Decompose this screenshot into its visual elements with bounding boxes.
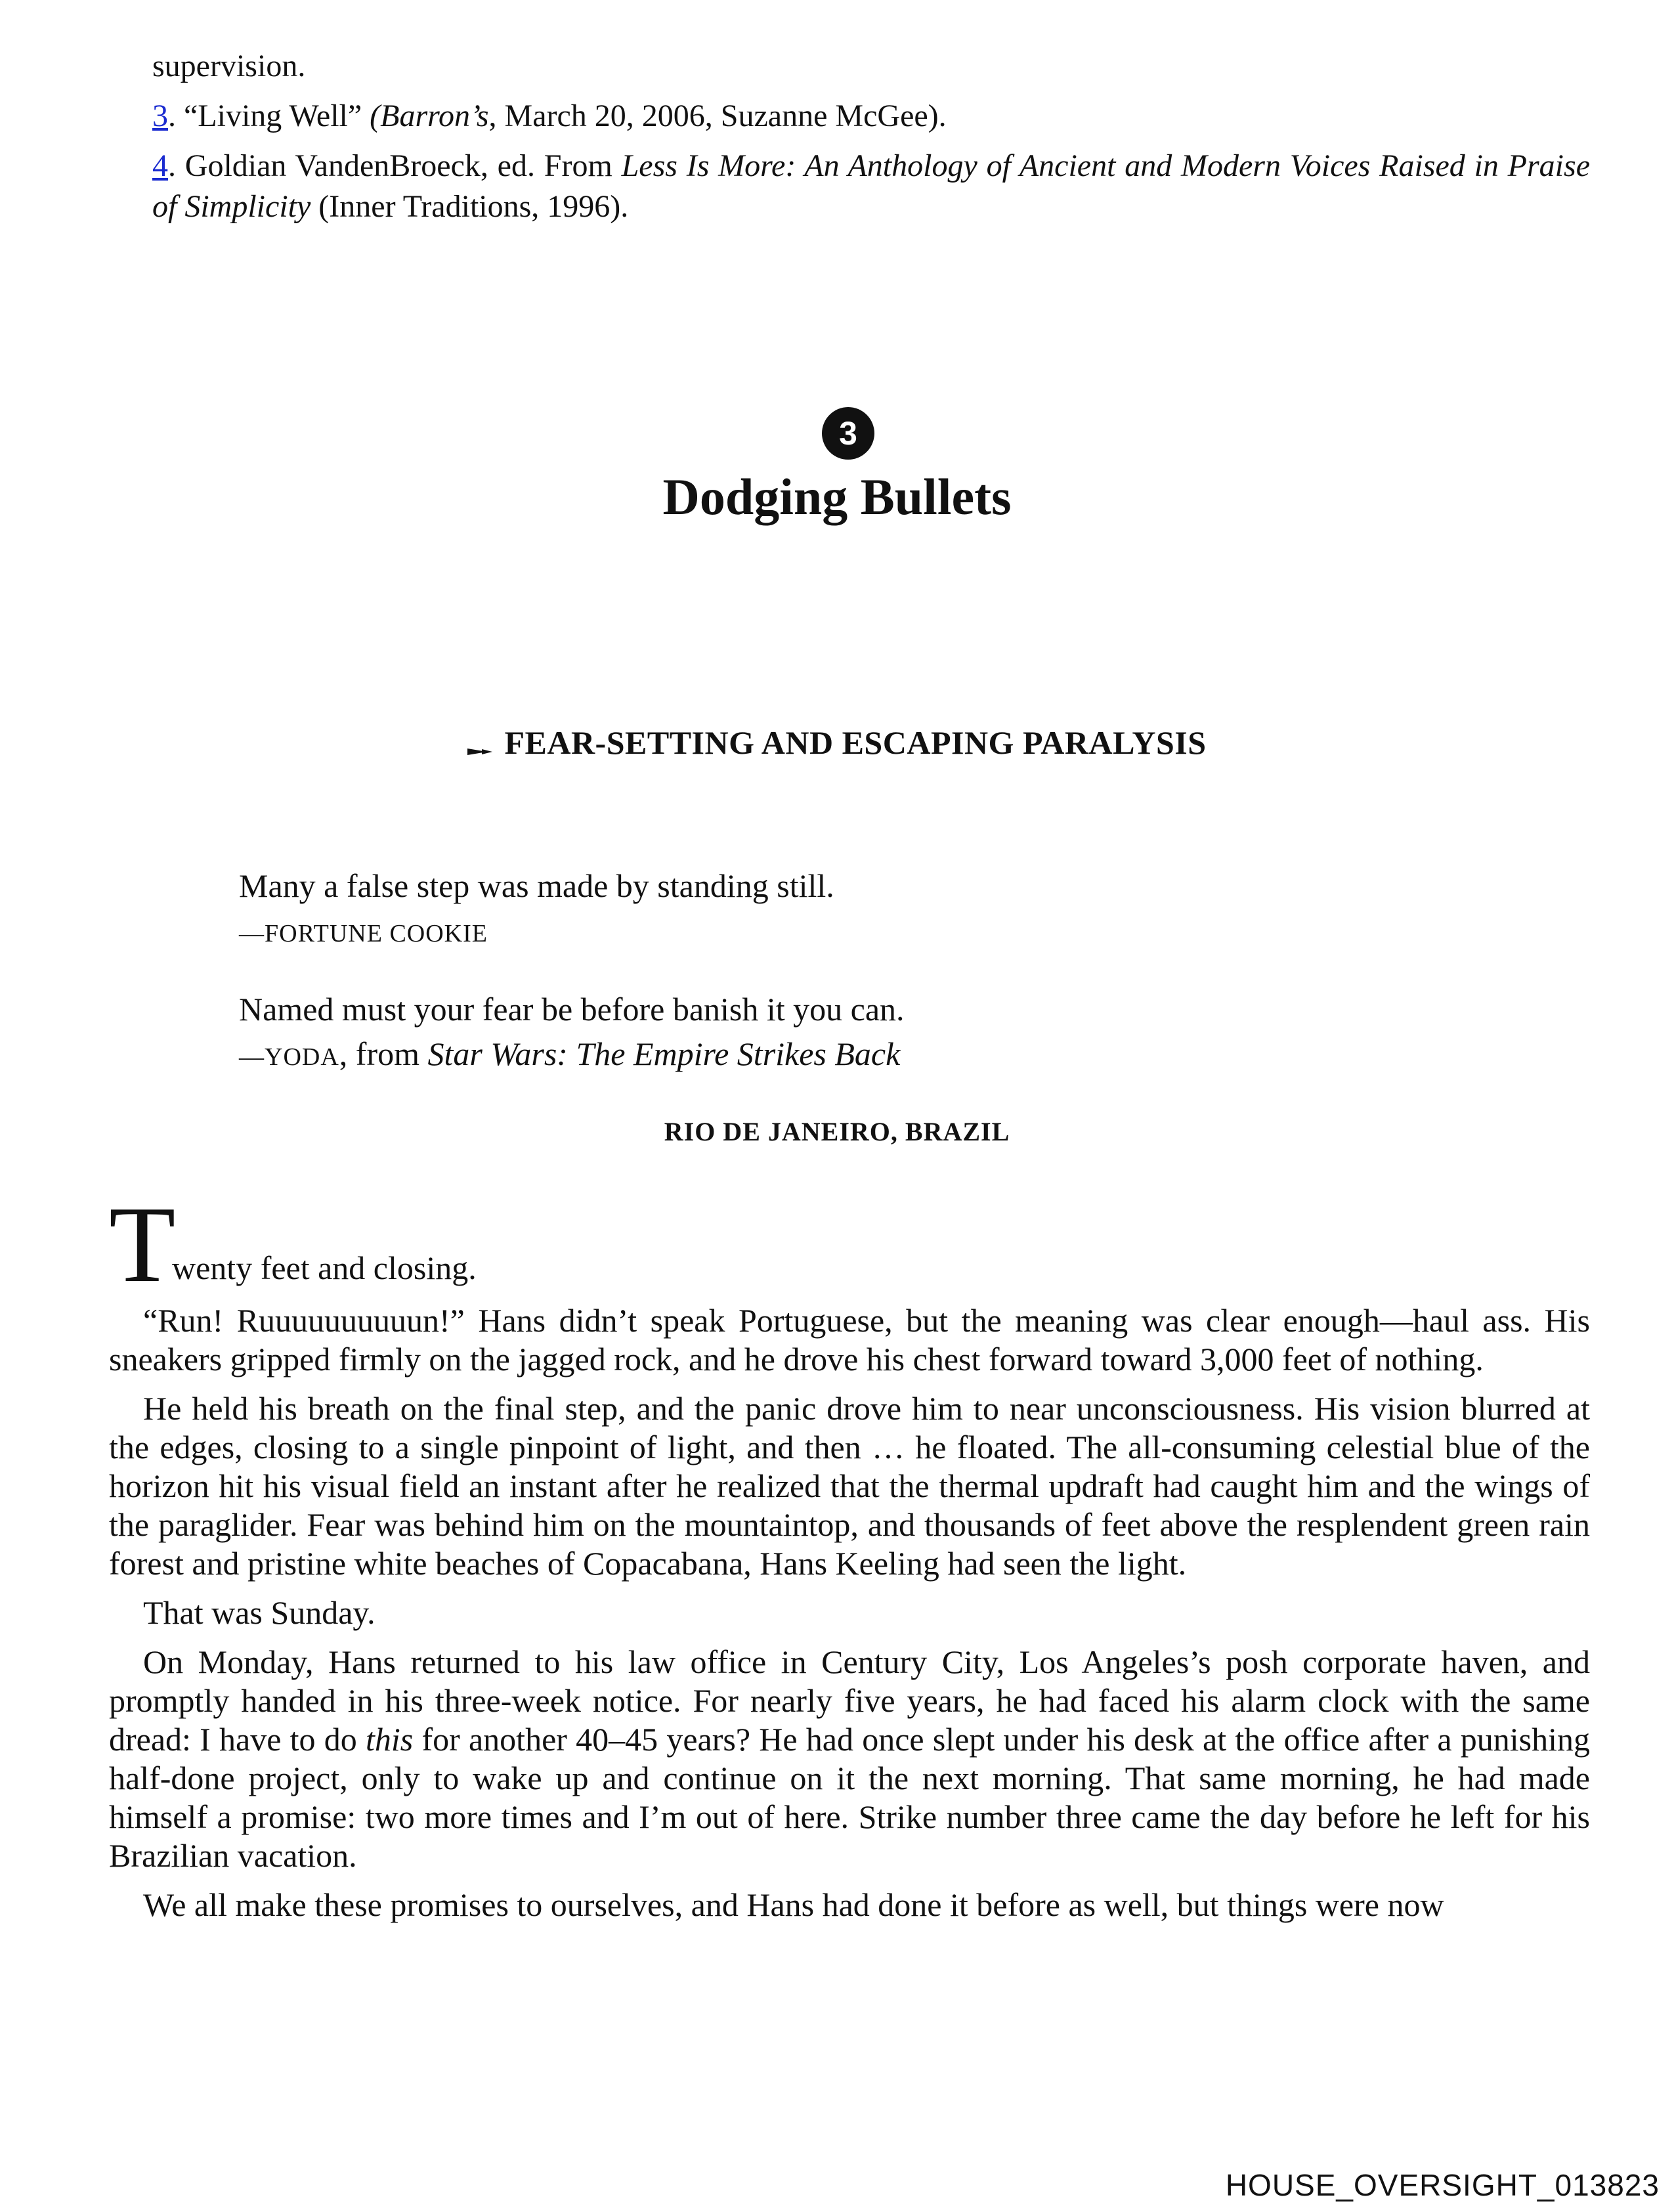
epigraph-quote: Many a false step was made by standing still. (239, 867, 834, 904)
body-text (109, 1184, 1590, 1935)
opening-text: wenty feet and closing. (172, 1249, 477, 1286)
paragraph: He held his breath on the final step, and the panic drove him to near unconsciousness. His vision blurred at the edges, closing to a single pinpoint of light, and then … he floated. The all-consuming celestial blue of the horizon hit his visual field an instant after he realized that the thermal updraft had caught him and the wings of the paraglider. Fear was behind him on the mountaintop, and thousands of feet above the resplendent green rain forest and pristine white beaches of Copacabana, Hans Keeling had seen the light. (109, 1390, 1590, 1582)
epigraph-attribution: —FORTUNE COOKIE (239, 920, 488, 947)
epigraph (239, 865, 1486, 954)
chapter-number-badge: 3 (822, 407, 874, 460)
endnote-4-link[interactable]: 4 (152, 148, 168, 183)
paragraph: On Monday, Hans returned to his law office in Century City, Los Angeles’s posh corporate haven, and promptly handed in his three-week notice. For nearly five years, he had faced his alarm clock with the same dread: I have to do this for another 40–45 years? He had once slept under his desk at the office after a punishing half-done project, only to wake up and continue on it the next morning. That same morning, he had made himself a promise: two more times and I’m out of here. Strike number three came the day before he left for his Brazilian vacation. (109, 1643, 1590, 1874)
section-heading-text: FEAR-SETTING AND ESCAPING PARALYSIS (504, 724, 1207, 761)
bates-stamp: HOUSE_OVERSIGHT_013823 (1225, 2168, 1660, 2202)
opening-line (109, 1184, 1590, 1305)
pointer-arrow-icon (467, 727, 492, 766)
endnotes (152, 46, 1590, 236)
paragraph: “Run! Ruuuuuuuuuun!” Hans didn’t speak Portuguese, but the meaning was clear enough—haul ass. His sneakers gripped firmly on the jagged rock, and he drove his chest forward toward 3,000 feet of nothing. (109, 1302, 1590, 1377)
chapter-title: Dodging Bullets (662, 468, 1012, 525)
drop-cap: T (109, 1184, 176, 1305)
epigraph (239, 989, 1486, 1077)
endnote-3: 3. “Living Well” (Barron’s, March 20, 2006, Suzanne McGee). (152, 98, 947, 133)
paragraph: That was Sunday. (143, 1594, 376, 1631)
epigraph-quote: Named must your fear be before banish it you can. (239, 991, 905, 1028)
endnote-continuation: supervision. (152, 49, 306, 83)
endnote-3-link[interactable]: 3 (152, 98, 168, 133)
epigraph-attribution: —YODA, from Star Wars: The Empire Strikes Back (239, 1035, 901, 1072)
endnote-4: 4. Goldian VandenBroeck, ed. From Less Is More: An Anthology of Ancient and Modern Voices Raised in Praise of Simplicity (Inner Traditions, 1996). (152, 148, 1591, 224)
paragraph: We all make these promises to ourselves, and Hans had done it before as well, but things were now (143, 1886, 1444, 1923)
location-heading: RIO DE JANEIRO, BRAZIL (664, 1117, 1010, 1146)
section-heading (0, 724, 1674, 766)
